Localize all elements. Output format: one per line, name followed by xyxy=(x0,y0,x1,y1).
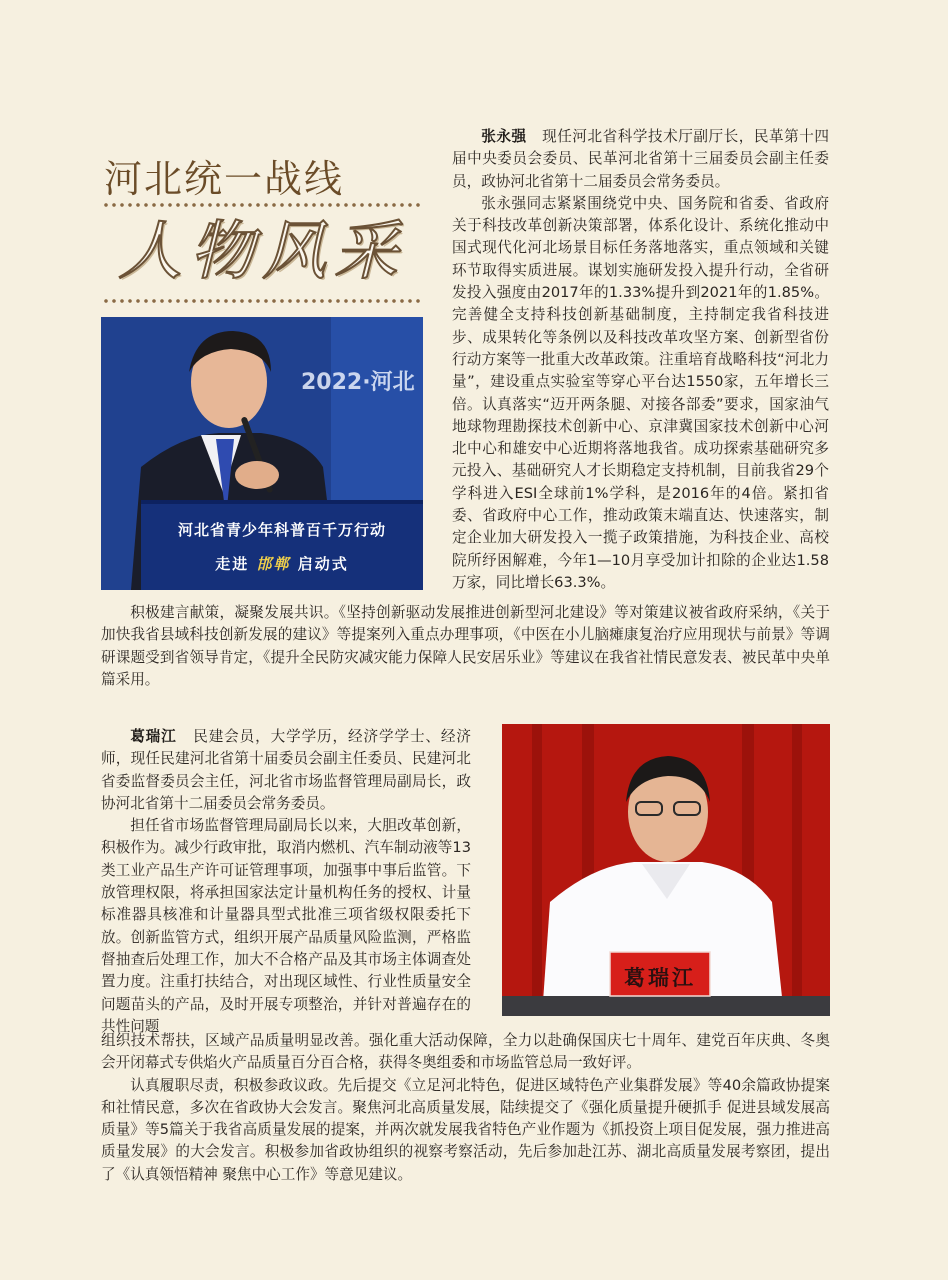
backdrop-text: 2022·河北 xyxy=(301,370,415,395)
profile1-column xyxy=(452,126,829,594)
profile2-fullwidth xyxy=(101,1030,830,1186)
profile2-para1: 担任省市场监督管理局副局长以来，大胆改革创新，积极作为。减少行政审批，取消内燃机、汽车制动液等13类工业产品生产许可证管理事项，加强事中事后监管。下放管理权限，将承担国家法定计量机构任务的授权、计量标准器具核准和计量器具型式批准三项省级权限委托下放。创新监管方式，组织开展产品质量风险监测，严格监督抽查后处理工作，加大不合格产品及其市场主体调查处置力度。注重打扶结合，对出现区域性、行业性质量安全问题苗头的产品，及时开展专项整治，并针对普遍存在的共性问题 xyxy=(101,817,471,1035)
profile1-name: 张永强 xyxy=(481,128,527,145)
profile2-para1-cont: 组织技术帮扶，区域产品质量明显改善。强化重大活动保障，全力以赴确保国庆七十周年、建党百年庆典、冬奥会开闭幕式专供焰火产品质量百分百合格，获得冬奥组委和市场监管总局一致好评。 xyxy=(101,1032,830,1072)
portrait-photo-1 xyxy=(101,317,423,590)
profile1-para1: 张永强同志紧紧围绕党中央、国务院和省委、省政府关于科技改革创新决策部署，体系化设计、系统化推动中国式现代化河北场景目标任务落地落实，重点领域和关键环节取得实质进展。谋划实施研发投入提升行动，全省研发投入强度由2017年的1.33%提升到2021年的1.85%。完善健全支持科技创新基础制度，主持制定我省科技进步、成果转化等条例以及科技改革攻坚方案、创新型省份行动方案等一批重大改革政策。注重培育战略科技“河北力量”，建设重点实验室等穿心平台达1550家，五年增长三倍。认真落实“迈开两条腿、对接各部委”要求，国家油气地球物理勘探技术创新中心、京津冀国家技术创新中心河北中心和雄安中心近期将落地我省。成功探索基础研究多元投入、基础研究人才长期稳定支持机制，目前我省29个学科进入ESI全球前1%学科，是2016年的4倍。紧扣省委、省政府中心工作，推动政策末端直达、快速落实，制定企业加大研发投入一揽子政策措施，为科技企业、高校院所纾困解难，今年1—10月享受加计扣除的企业达1.58万家，同比增长63.3%。 xyxy=(452,194,829,591)
podium-banner-line2 xyxy=(141,553,423,574)
dotted-divider xyxy=(102,203,420,207)
profile1-para2: 积极建言献策，凝聚发展共识。《坚持创新驱动发展推进创新型河北建设》等对策建议被省政府采纳，《关于加快我省县域科技创新发展的建议》等提案列入重点办理事项，《中医在小儿脑瘫康复治疗应用现状与前景》等调研课题受到省领导肯定，《提升全民防灾减灾能力保障人民安居乐业》等建议在我省社情民意发表、被民革中央单篇采用。 xyxy=(101,604,830,688)
banner-calligraphy: 人物风采 xyxy=(118,215,406,289)
podium-banner-line2-c: 启动式 xyxy=(297,555,349,573)
profile1-intro: 现任河北省科学技术厅副厅长，民革第十四届中央委员会委员、民革河北省第十三届委员会副主任委员，政协河北省第十二届委员会常务委员。 xyxy=(452,128,829,190)
profile2-para2: 认真履职尽责，积极参政议政。先后提交《立足河北特色，促进区域特色产业集群发展》等40余篇政协提案和社情民意，多次在省政协大会发言。聚焦河北高质量发展，陆续提交了《强化质量提升硬抓手 促进县域发展高质量》等5篇关于我省高质量发展的提案，并两次就发展我省特色产业作题为《抓投资上项目促发展，强力推进高质量发展》的大会发言。积极参加省政协组织的视察考察活动，先后参加赴江苏、湖北高质量发展考察团，提出了《认真领悟精神 聚焦中心工作》等意见建议。 xyxy=(101,1076,830,1183)
portrait-illustration-1 xyxy=(101,317,423,590)
section-title: 河北统一战线 xyxy=(104,157,345,201)
podium-banner-line2-a: 走进 xyxy=(215,555,250,573)
dotted-divider xyxy=(102,299,420,303)
profile2-intro: 民建会员，大学学历，经济学学士、经济师，现任民建河北省第十届委员会副主任委员、民建河北省委监督委员会主任，河北省市场监督管理局副局长，政协河北省第十二届委员会常务委员。 xyxy=(101,728,471,812)
nameplate: 葛瑞江 xyxy=(624,965,696,990)
podium-banner-line1: 河北省青少年科普百千万行动 xyxy=(177,521,386,539)
profile2-name: 葛瑞江 xyxy=(130,728,177,745)
profile2-column xyxy=(101,726,471,1038)
podium-banner-city: 邯郸 xyxy=(256,555,291,573)
portrait-photo-2 xyxy=(502,724,830,1016)
profile1-fullwidth xyxy=(101,602,830,691)
